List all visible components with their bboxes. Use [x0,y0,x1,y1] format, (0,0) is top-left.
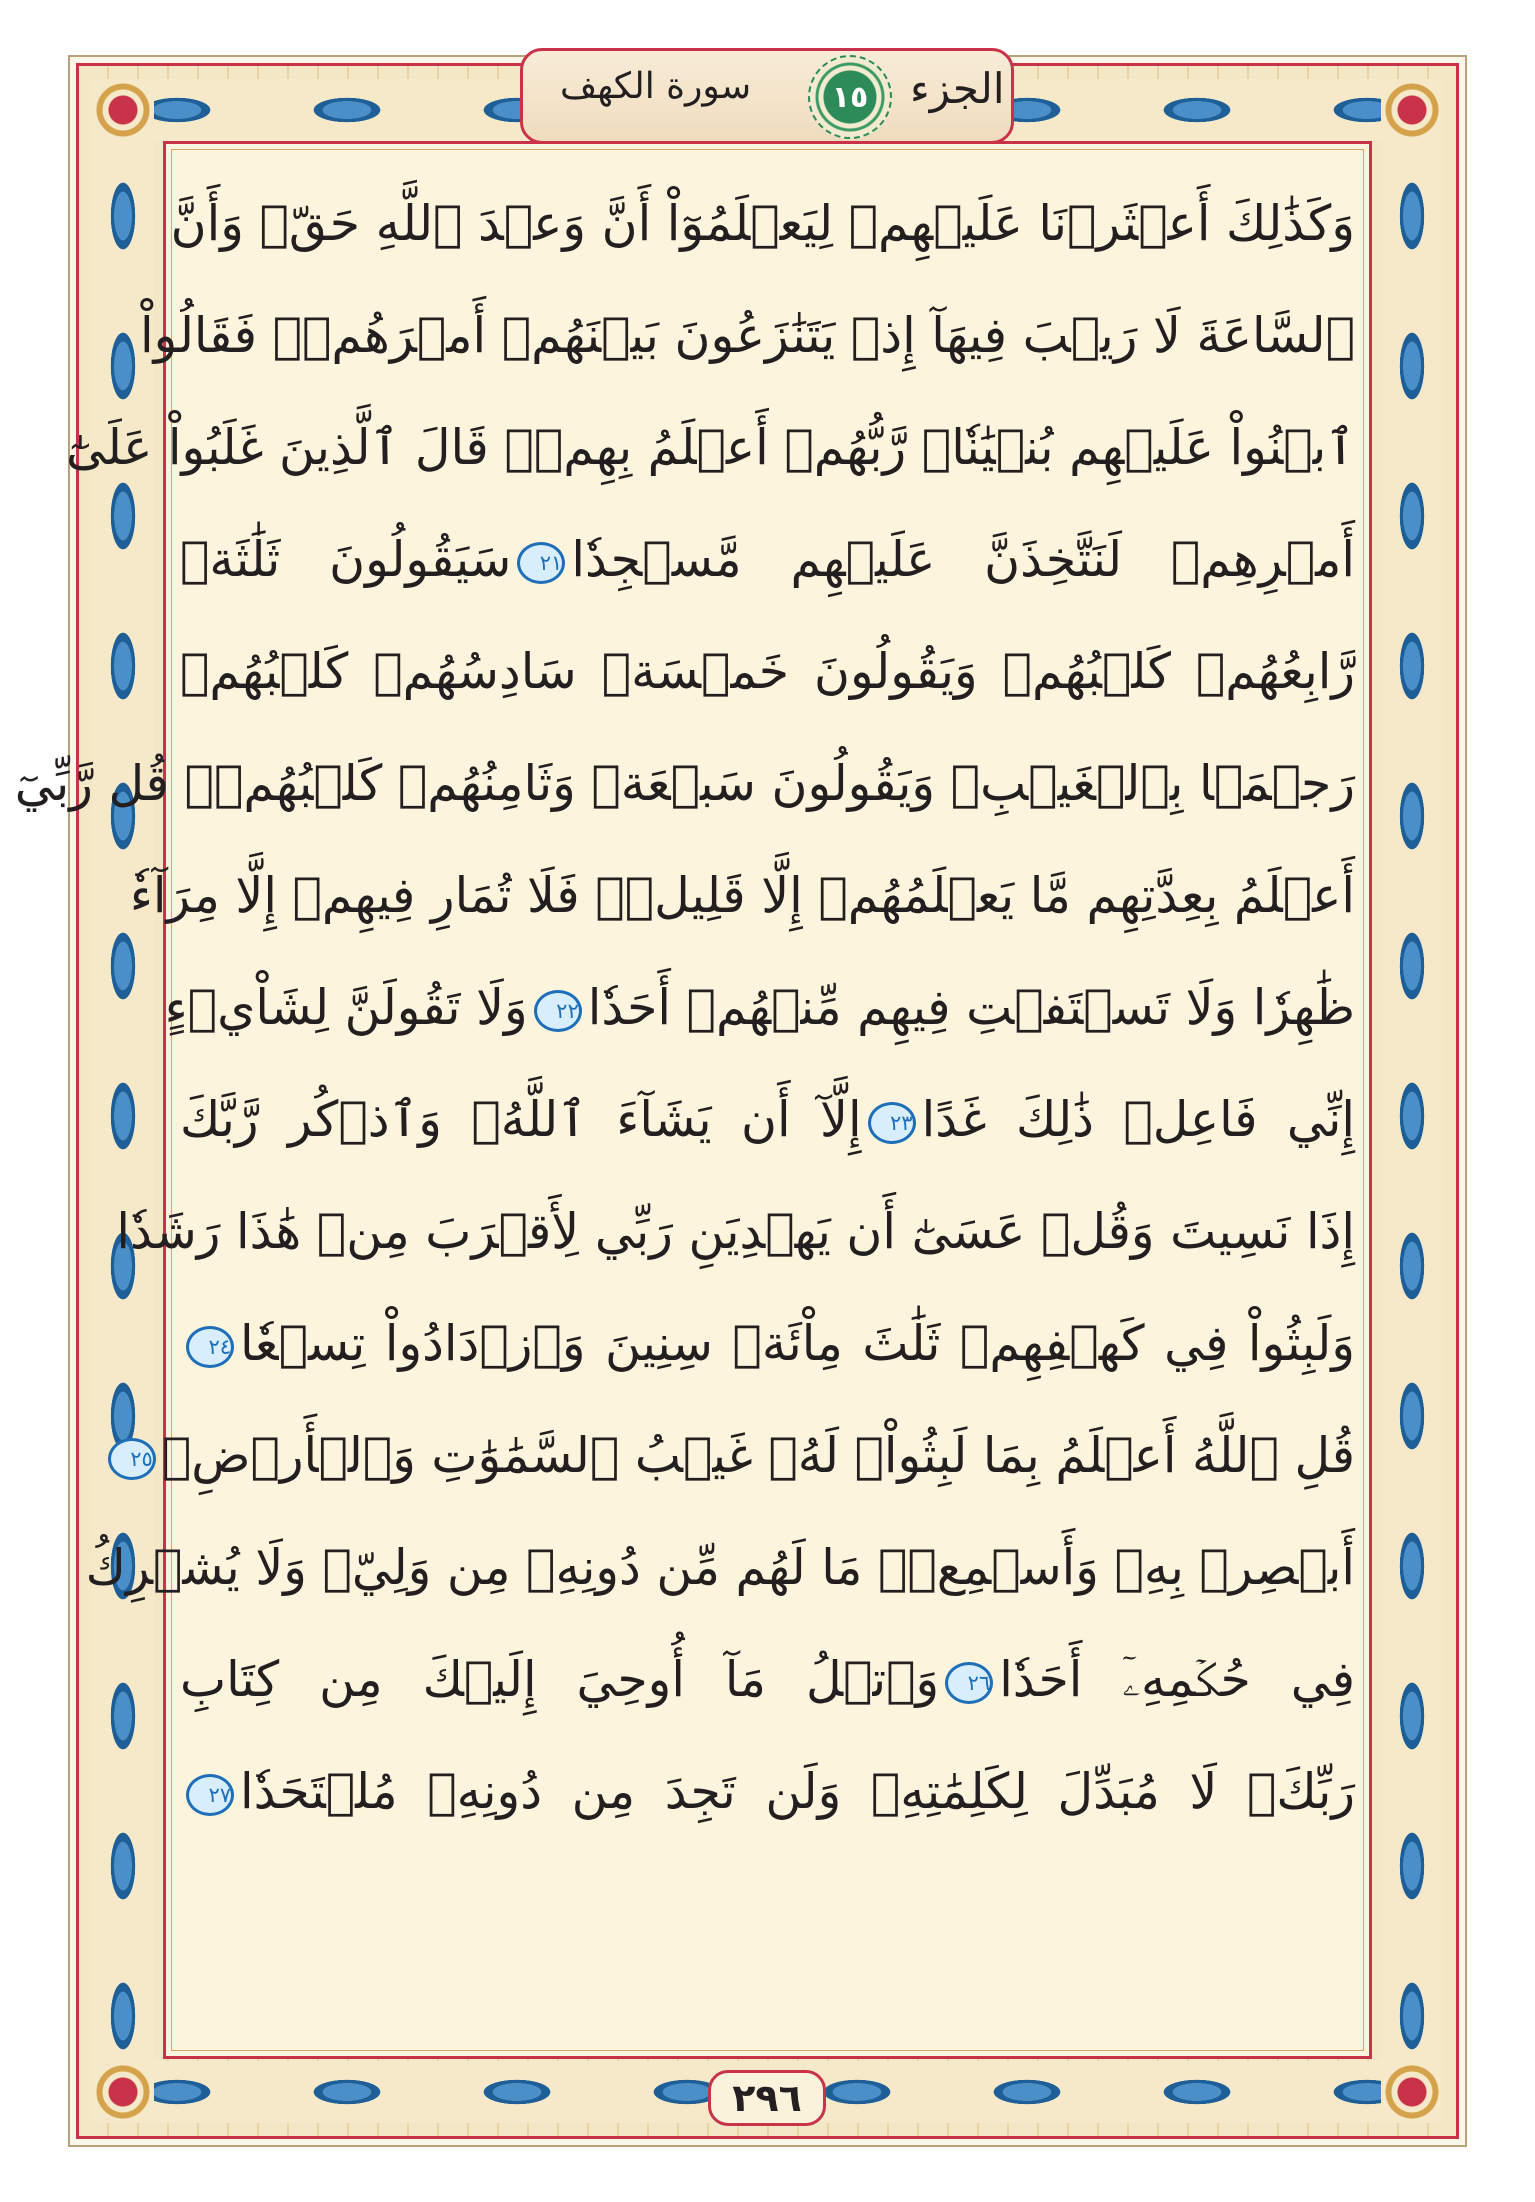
verse-marker-icon: ٢٢ [534,990,582,1032]
verse-marker-icon: ٢١ [517,542,565,584]
verse-line [140,280,1355,392]
verse-text: فِي حُكۡمِهِۦٓ أَحَدٗا [999,1651,1355,1708]
verse-text: ٱلسَّاعَةَ لَا رَيۡبَ فِيهَآ إِذۡ يَتَنَٰزَعُونَ بَيۡنَهُمۡ أَمۡرَهُمۡۖ فَقَالُواْ [140,307,1355,364]
verse-line [180,616,1355,728]
verse-text: إِذَا نَسِيتَ وَقُلۡ عَسَىٰٓ أَن يَهۡدِيَنِ رَبِّي لِأَقۡرَبَ مِنۡ هَٰذَا رَشَدٗا [116,1203,1355,1260]
verse-marker-icon: ٢٦ [945,1662,993,1704]
verse-text: وَٱتۡلُ مَآ أُوحِيَ إِلَيۡكَ مِن كِتَابِ [180,1651,940,1708]
juz-number: ١٥ [831,79,869,115]
verse-text: وَلَا تَقُولَنَّ لِشَاْيۡءٍ [164,979,528,1036]
verse-marker-icon: ٢٥ [108,1438,156,1480]
verse-marker-icon: ٢٧ [186,1774,234,1816]
corner-rosette-icon [1381,2061,1443,2123]
right-border-band [1381,141,1443,2061]
verse-line [14,728,1355,840]
verse-text: وَكَذَٰلِكَ أَعۡثَرۡنَا عَلَيۡهِمۡ لِيَعۡلَمُوٓاْ أَنَّ وَعۡدَ ٱللَّهِ حَقّٞ وَأَنَّ [170,195,1355,252]
verse-line [180,1064,1355,1176]
verse-line [180,1624,1355,1736]
verse-text: إِنِّي فَاعِلٞ ذَٰلِكَ غَدًا [921,1091,1356,1148]
surah-name: سورة الكهف [560,66,752,107]
verse-text: أَعۡلَمُ بِعِدَّتِهِم مَّا يَعۡلَمُهُمۡ إِلَّا قَلِيلٞۗ فَلَا تُمَارِ فِيهِمۡ إِلَّا مِرَآءٗ [129,867,1355,924]
verse-lines [14,168,1356,1848]
verse-text: سَيَقُولُونَ ثَلَٰثَةٞ [180,531,512,588]
corner-rosette-icon [92,79,154,141]
verse-line [180,504,1355,616]
verse-text: أَمۡرِهِمۡ لَنَتَّخِذَنَّ عَلَيۡهِم مَّسۡجِدٗا [571,531,1355,588]
juz-number-medallion [808,55,892,139]
verse-line [170,168,1355,280]
verse-line [164,952,1355,1064]
page-number: ٢٩٦ [708,2070,826,2126]
verse-line [66,392,1355,504]
verse-text: ظَٰهِرٗا وَلَا تَسۡتَفۡتِ فِيهِم مِّنۡهُمۡ أَحَدٗا [587,979,1355,1036]
corner-rosette-icon [1381,79,1443,141]
corner-rosette-icon [92,2061,154,2123]
verse-text: ٱبۡنُواْ عَلَيۡهِم بُنۡيَٰنٗاۖ رَّبُّهُمۡ أَعۡلَمُ بِهِمۡۚ قَالَ ٱلَّذِينَ غَلَبُواْ عَلَىٰٓ [66,419,1355,476]
juz-label: الجزء [910,64,1005,113]
verse-marker-icon: ٢٤ [186,1326,234,1368]
verse-line [130,1400,1355,1512]
verse-text: أَبۡصِرۡ بِهِۦ وَأَسۡمِعۡۚ مَا لَهُم مِّن دُونِهِۦ مِن وَلِيّٖ وَلَا يُشۡرِكُ [85,1539,1355,1596]
verse-line [129,840,1355,952]
verse-line [116,1176,1355,1288]
verse-text: قُلِ ٱللَّهُ أَعۡلَمُ بِمَا لَبِثُواْۖ لَهُۥ غَيۡبُ ٱلسَّمَٰوَٰتِ وَٱلۡأَرۡضِۖ [161,1427,1355,1484]
verse-text: وَلَبِثُواْ فِي كَهۡفِهِمۡ ثَلَٰثَ مِاْئَةٖ سِنِينَ وَٱزۡدَادُواْ تِسۡعٗا [240,1315,1355,1372]
verse-line [180,1736,1355,1848]
verse-line [85,1512,1355,1624]
verse-text: رَجۡمَۢا بِٱلۡغَيۡبِۖ وَيَقُولُونَ سَبۡعَةٞ وَثَامِنُهُمۡ كَلۡبُهُمۡۚ قُل رَّبِّيٓ [14,755,1355,812]
verse-marker-icon: ٢٣ [868,1102,916,1144]
verse-text: رَبِّكَۖ لَا مُبَدِّلَ لِكَلِمَٰتِهِۦ وَلَن تَجِدَ مِن دُونِهِۦ مُلۡتَحَدٗا [240,1763,1355,1820]
verse-text: إِلَّآ أَن يَشَآءَ ٱللَّهُۚ وَٱذۡكُر رَّبَّكَ [180,1091,862,1148]
verse-text: رَّابِعُهُمۡ كَلۡبُهُمۡ وَيَقُولُونَ خَمۡسَةٞ سَادِسُهُمۡ كَلۡبُهُمۡ [180,643,1355,700]
verse-line [180,1288,1355,1400]
